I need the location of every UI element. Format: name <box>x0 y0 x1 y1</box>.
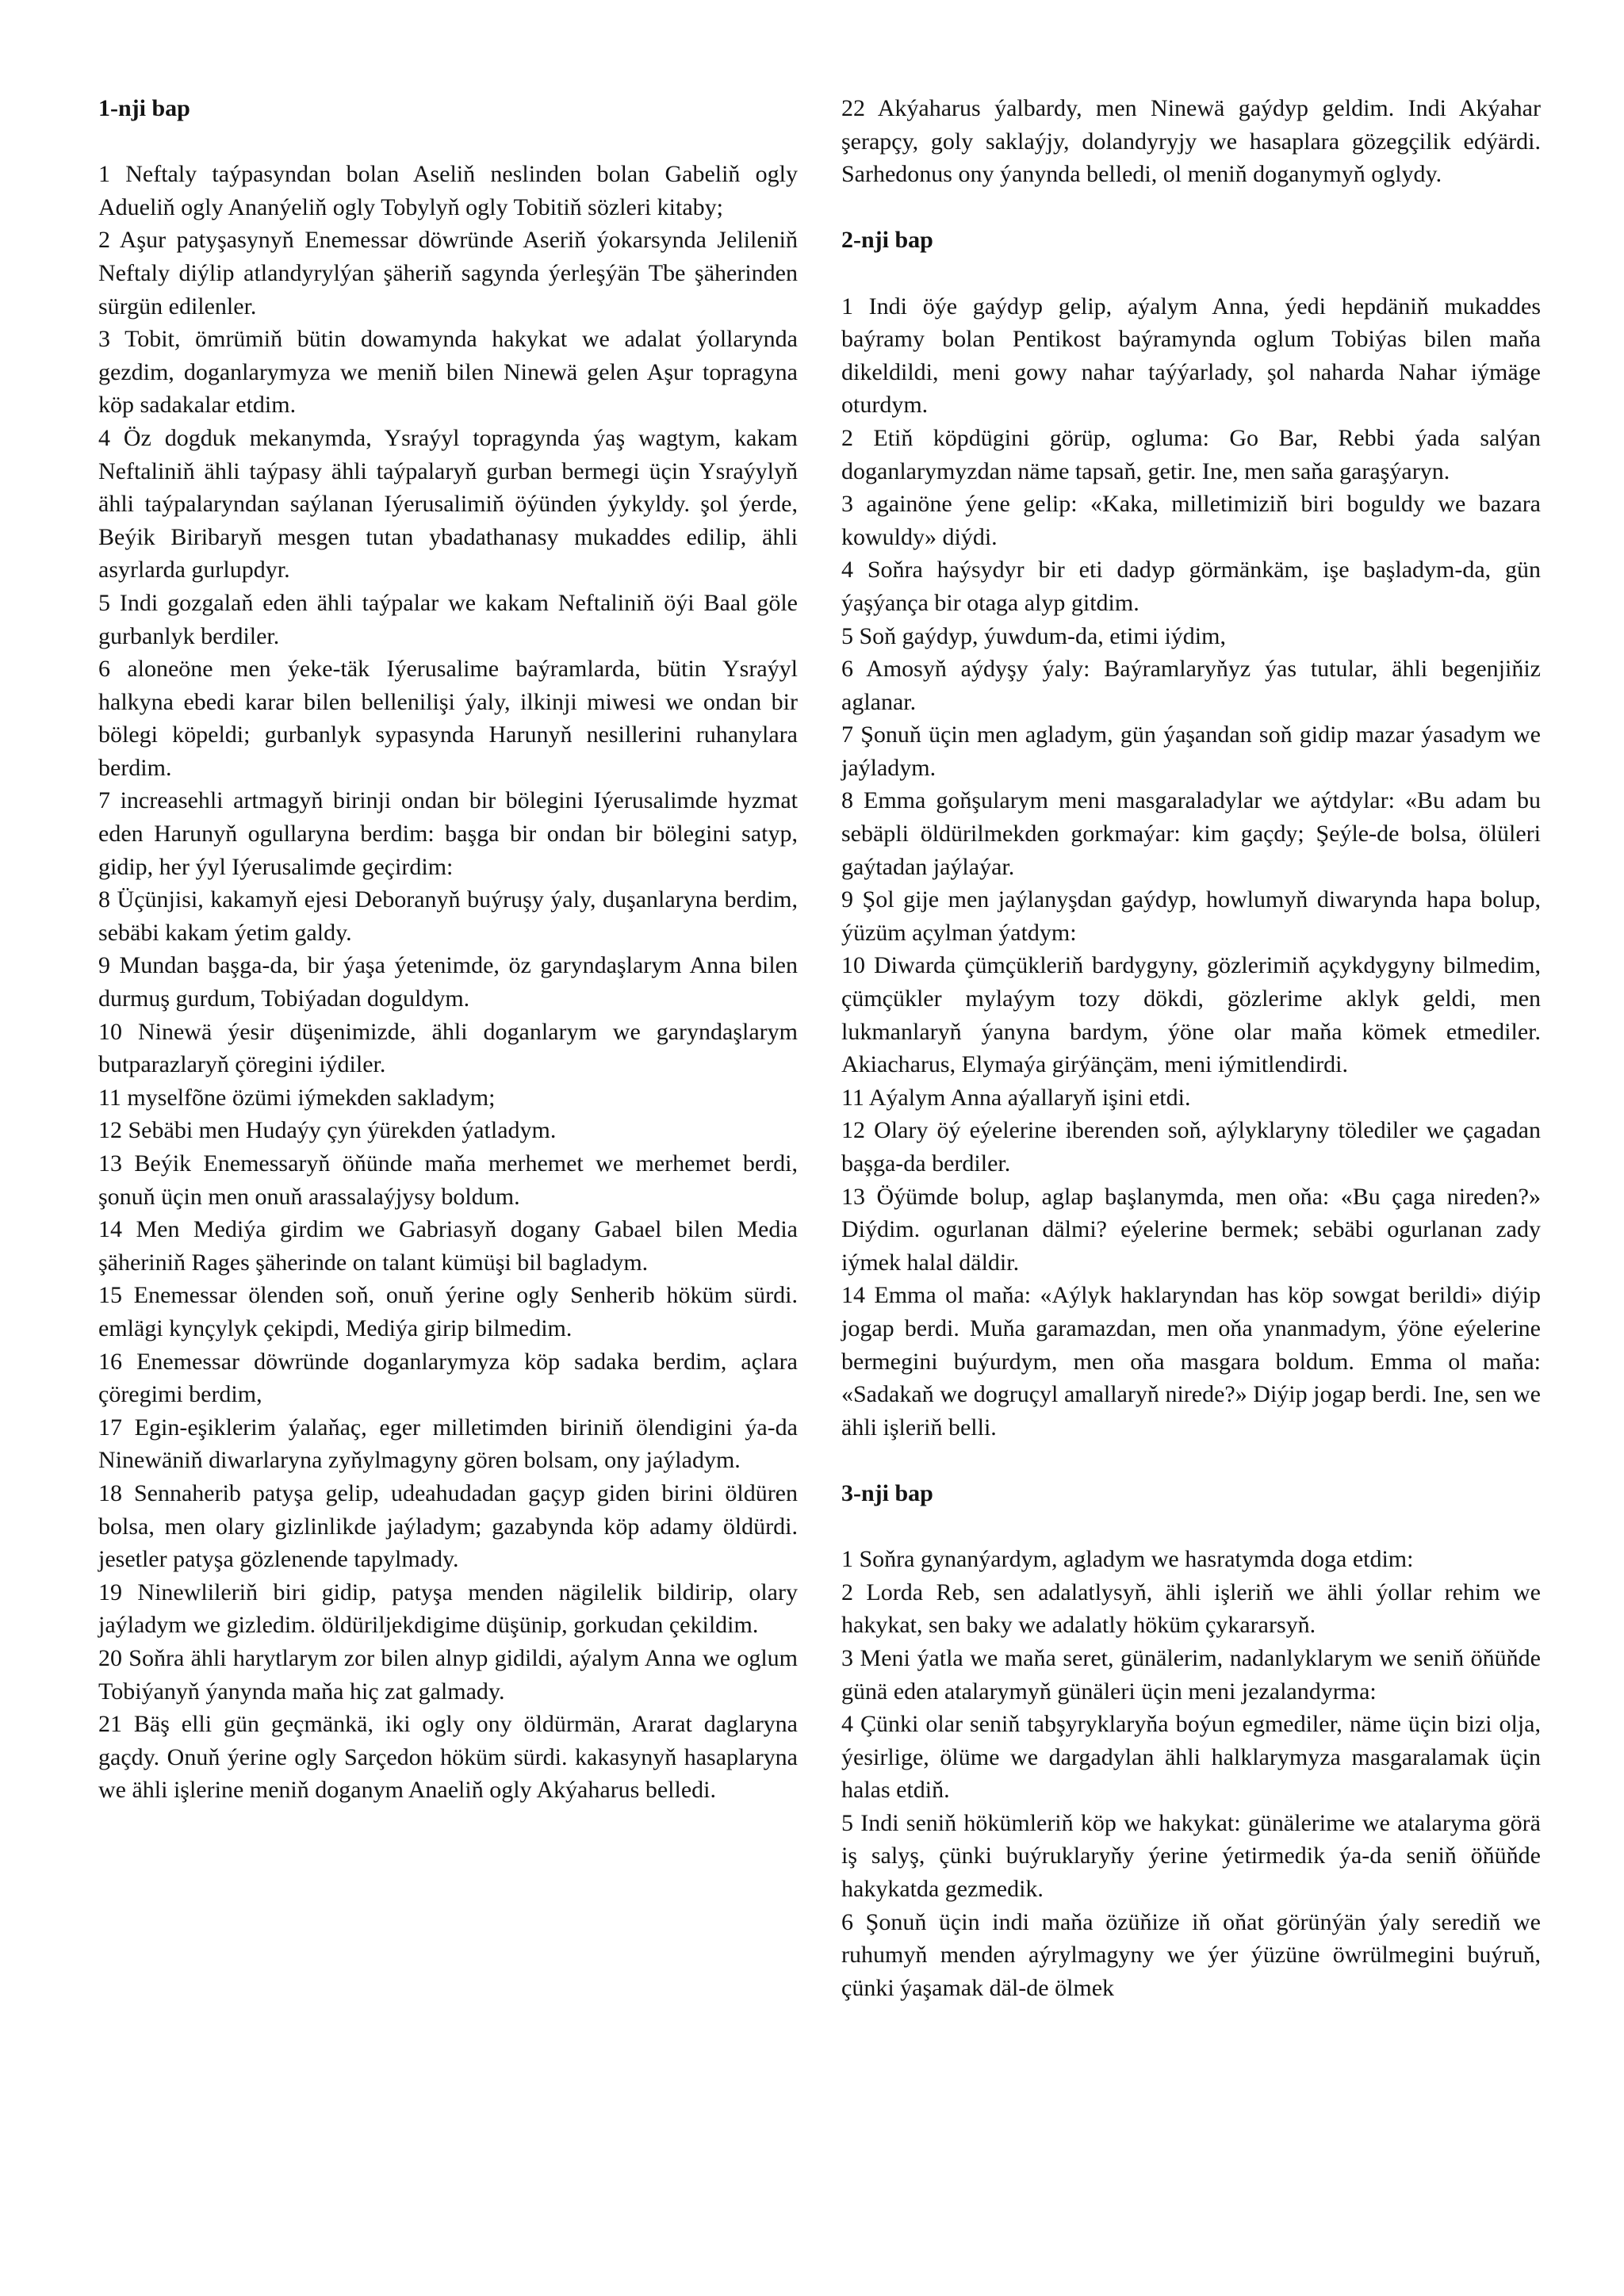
verse-paragraph: 2 Lorda Reb, sen adalatlysyň, ähli işleriň we ähli ýollar rehim we hakykat, sen baky we adalatly höküm çykararsyň. <box>841 1578 1541 1639</box>
verse-paragraph: 14 Emma ol maňa: «Aýlyk haklaryndan has köp sowgat berildi» diýip jogap berdi. Muňa garamazdan, men oňa ynanmadym, ýöne eýelerine bermegini buýurdym, men oňa masgara boldum. Emma ol maňa: «Sadakaň we dogruçyl amallaryň nirede?» Diýip jogap berdi. Ine, sen we ähli işleriň belli. <box>841 1282 1541 1441</box>
verse-paragraph: 15 Enemessar ölenden soň, onuň ýerine ogly Senherib höküm sürdi. emlägi kynçylyk çekipdi, Mediýa girip bilmedim. <box>98 1282 798 1341</box>
chapter-heading: 1-nji bap <box>98 95 190 121</box>
verse-paragraph: 13 Öýümde bolup, aglap başlanymda, men oňa: «Bu çaga nireden?» Diýdim. ogurlanan dälmi? eýelerine bermek; sebäbi ogurlanan zady iýmek halal däldir. <box>841 1183 1541 1276</box>
verse-paragraph: 11 Aýalym Anna aýallaryň işini etdi. <box>841 1084 1191 1111</box>
verse-paragraph: 1 Indi öýe gaýdyp gelip, aýalym Anna, ýedi hepdäniň mukaddes baýramy bolan Pentikost baýramynda oglum Tobiýas bilen maňa dikeldildi, meni gowy nahar taýýarlady, şol naharda Nahar iýmäge oturdym. <box>841 293 1541 419</box>
verse-paragraph: 19 Ninewlileriň biri gidip, patyşa menden nägilelik bildirip, olary jaýladym we gizledim. öldüriljekdigime düşünip, gorkudan çekildim. <box>98 1578 798 1639</box>
verse-paragraph: 10 Diwarda çümçükleriň bardygyny, gözlerimiň açykdygyny bilmedim, çümçükler mylaýym tozy dökdi, gözlerime aklyk geldi, men lukmanlaryň ýanyna bardym, ýöne olar maňa kömek etmediler. Akiacharus, Elymaýa girýänçäm, meni iýmitlendirdi. <box>841 952 1541 1078</box>
verse-paragraph: 1 Neftaly taýpasyndan bolan Aseliň neslinden bolan Gabeliň ogly Adueliň ogly Ananýeliň ogly Tobylyň ogly Tobitiň sözleri kitaby; <box>98 161 798 220</box>
verse-paragraph: 21 Bäş elli gün geçmänkä, iki ogly ony öldürmän, Ararat daglaryna gaçdy. Onuň ýerine ogly Sarçedon höküm sürdi. kakasynyň hasaplaryna we ähli işlerine meniň doganym Anaeliň ogly Akýaharus belledi. <box>98 1711 798 1804</box>
verse-paragraph: 6 Amosyň aýdyşy ýaly: Baýramlaryňyz ýas tutular, ähli begenjiňiz aglanar. <box>841 656 1541 715</box>
verse-paragraph: 10 Ninewä ýesir düşenimizde, ähli doganlarym we garyndaşlarym butparazlaryň çöregini iýdiler. <box>98 1018 798 1078</box>
verse-paragraph: 13 Beýik Enemessaryň öňünde maňa merhemet we merhemet berdi, şonuň üçin men onuň arassalaýjysy boldum. <box>98 1150 798 1210</box>
verse-paragraph: 14 Men Mediýa girdim we Gabriasyň dogany Gabael bilen Media şäheriniň Rages şäherinde on talant kümüşi bil bagladym. <box>98 1216 798 1276</box>
verse-paragraph: 6 aloneöne men ýeke-täk Iýerusalime baýramlarda, bütin Ysraýyl halkyna ebedi karar bilen bellenilişi ýaly, ilkinji miwesi we ondan bir bölegi köpeldi; gurbanlyk sypasynda Harunyň nesillerini ruhanylara berdim. <box>98 656 798 781</box>
verse-paragraph: 1 Soňra gynanýardym, agladym we hasratymda doga etdim: <box>841 1546 1414 1573</box>
verse-paragraph: 5 Indi gozgalaň eden ähli taýpalar we kakam Neftaliniň öýi Baal göle gurbanlyk berdiler. <box>98 589 798 649</box>
blank-line <box>841 1510 1541 1544</box>
verse-paragraph: 7 increasehli artmagyň birinji ondan bir bölegini Iýerusalimde hyzmat eden Harunyň ogullaryna berdim: başga bir ondan bir bölegini satyp, gidip, her ýyl Iýerusalimde geçirdim: <box>98 787 798 880</box>
verse-paragraph: 3 Meni ýatla we maňa seret, günälerim, nadanlyklarym we seniň öňüňde günä eden atalarymyň günäleri üçin meni jezalandyrma: <box>841 1644 1541 1705</box>
verse-paragraph: 18 Sennaherib patyşa gelip, udeahudadan gaçyp giden birini öldüren bolsa, men olary gizlinlikde jaýladym; gazabynda köp adamy öldürdi. jesetler patyşa gözlenende tapylmady. <box>98 1479 798 1573</box>
verse-paragraph: 22 Akýaharus ýalbardy, men Ninewä gaýdyp geldim. Indi Akýahar şerapçy, goly saklaýjy, dolandyryjy we hasaplara gözegçilik edýärdi. Sarhedonus ony ýanynda belledi, ol meniň doganymyň oglydy. <box>841 95 1541 188</box>
blank-line <box>98 125 798 159</box>
verse-paragraph: 16 Enemessar döwründe doganlarymyza köp sadaka berdim, açlara çöregimi berdim, <box>98 1348 798 1408</box>
verse-paragraph: 20 Soňra ähli harytlarym zor bilen alnyp gidildi, aýalym Anna we oglum Tobiýanyň ýanynda maňa hiç zat galmady. <box>98 1644 798 1705</box>
verse-paragraph: 2 Aşur patyşasynyň Enemessar döwründe Aseriň ýokarsynda Jelileniň Neftaly diýlip atlandyrylýan şäheriň sagynda ýerleşýän Tbe şäherinden sürgün edilenler. <box>98 227 798 320</box>
verse-paragraph: 8 Üçünjisi, kakamyň ejesi Deboranyň buýruşy ýaly, duşanlaryna berdim, sebäbi kakam ýetim galdy. <box>98 886 798 946</box>
blank-line <box>841 191 1541 224</box>
verse-paragraph: 3 againöne ýene gelip: «Kaka, milletimiziň biri boguldy we bazara kowuldy» diýdi. <box>841 491 1541 550</box>
verse-paragraph: 9 Şol gije men jaýlanyşdan gaýdyp, howlumyň diwarynda hapa bolup, ýüzüm açylman ýatdym: <box>841 886 1541 946</box>
verse-paragraph: 7 Şonuň üçin men agladym, gün ýaşandan soň gidip mazar ýasadym we jaýladym. <box>841 721 1541 781</box>
left-column <box>98 92 798 1807</box>
blank-line <box>841 257 1541 290</box>
verse-paragraph: 12 Sebäbi men Hudaýy çyn ýürekden ýatladym. <box>98 1117 557 1144</box>
blank-line <box>841 1444 1541 1477</box>
verse-paragraph: 8 Emma goňşularym meni masgaraladylar we aýtdylar: «Bu adam bu sebäpli öldürilmekden gorkmaýar: kim gaçdy; Şeýle-de bolsa, ölüleri gaýtadan jaýlaýar. <box>841 787 1541 880</box>
chapter-heading: 3-nji bap <box>841 1479 933 1506</box>
verse-paragraph: 4 Öz dogduk mekanymda, Ysraýyl topragynda ýaş wagtym, kakam Neftaliniň ähli taýpasy ähli taýpalaryň gurban bermegi üçin Ysraýylyň ähli taýpalaryndan saýlanan Iýerusalimiň öýünden ýykyldy. şol ýerde, Beýik Biribaryň mesgen tutan ybadathanasy mukaddes edilip, ähli asyrlarda gurlupdyr. <box>98 424 798 584</box>
verse-paragraph: 9 Mundan başga-da, bir ýaşa ýetenimde, öz garyndaşlarym Anna bilen durmuş gurdum, Tobiýadan doguldym. <box>98 952 798 1012</box>
verse-paragraph: 17 Egin-eşiklerim ýalaňaç, eger milletimden biriniň ölendigini ýa-da Ninewäniň diwarlaryna zyňylmagyny gören bolsam, ony jaýladym. <box>98 1414 798 1474</box>
chapter-heading: 2-nji bap <box>841 227 933 254</box>
verse-paragraph: 3 Tobit, ömrümiň bütin dowamynda hakykat we adalat ýollarynda gezdim, doganlarymyza we meniň bilen Ninewä gelen Aşur topragyna köp sadakalar etdim. <box>98 326 798 419</box>
verse-paragraph: 4 Soňra haýsydyr bir eti dadyp görmänkäm, işe başladym-da, gün ýaşýança bir otaga alyp gitdim. <box>841 557 1541 616</box>
right-column <box>841 92 1541 2004</box>
verse-paragraph: 6 Şonuň üçin indi maňa özüňize iň oňat görünýän ýaly serediň we ruhumyň menden aýrylmagyny we ýer ýüzüne öwrülmegini buýruň, çünki ýaşamak däl-de ölmek <box>841 1908 1541 2001</box>
verse-paragraph: 11 myselfõne özümi iýmekden sakladym; <box>98 1084 496 1111</box>
verse-paragraph: 12 Olary öý eýelerine iberenden soň, aýlyklaryny tölediler we çagadan başga-da berdiler. <box>841 1117 1541 1177</box>
verse-paragraph: 4 Çünki olar seniň tabşyryklaryňa boýun egmediler, näme üçin bizi olja, ýesirlige, ölüme we dargadylan ähli halklarymyza masgaralamak üçin halas etdiň. <box>841 1711 1541 1804</box>
verse-paragraph: 5 Soň gaýdyp, ýuwdum-da, etimi iýdim, <box>841 622 1226 649</box>
verse-paragraph: 2 Etiň köpdügini görüp, ogluma: Go Bar, Rebbi ýada salýan doganlarymyzdan näme tapsaň, getir. Ine, men saňa garaşýaryn. <box>841 424 1541 484</box>
verse-paragraph: 5 Indi seniň hökümleriň köp we hakykat: günälerime we atalaryma görä iş salyş, çünki buýruklaryňy ýerine ýetirmedik ýa-da seniň öňüňde hakykatda gezmedik. <box>841 1809 1541 1903</box>
